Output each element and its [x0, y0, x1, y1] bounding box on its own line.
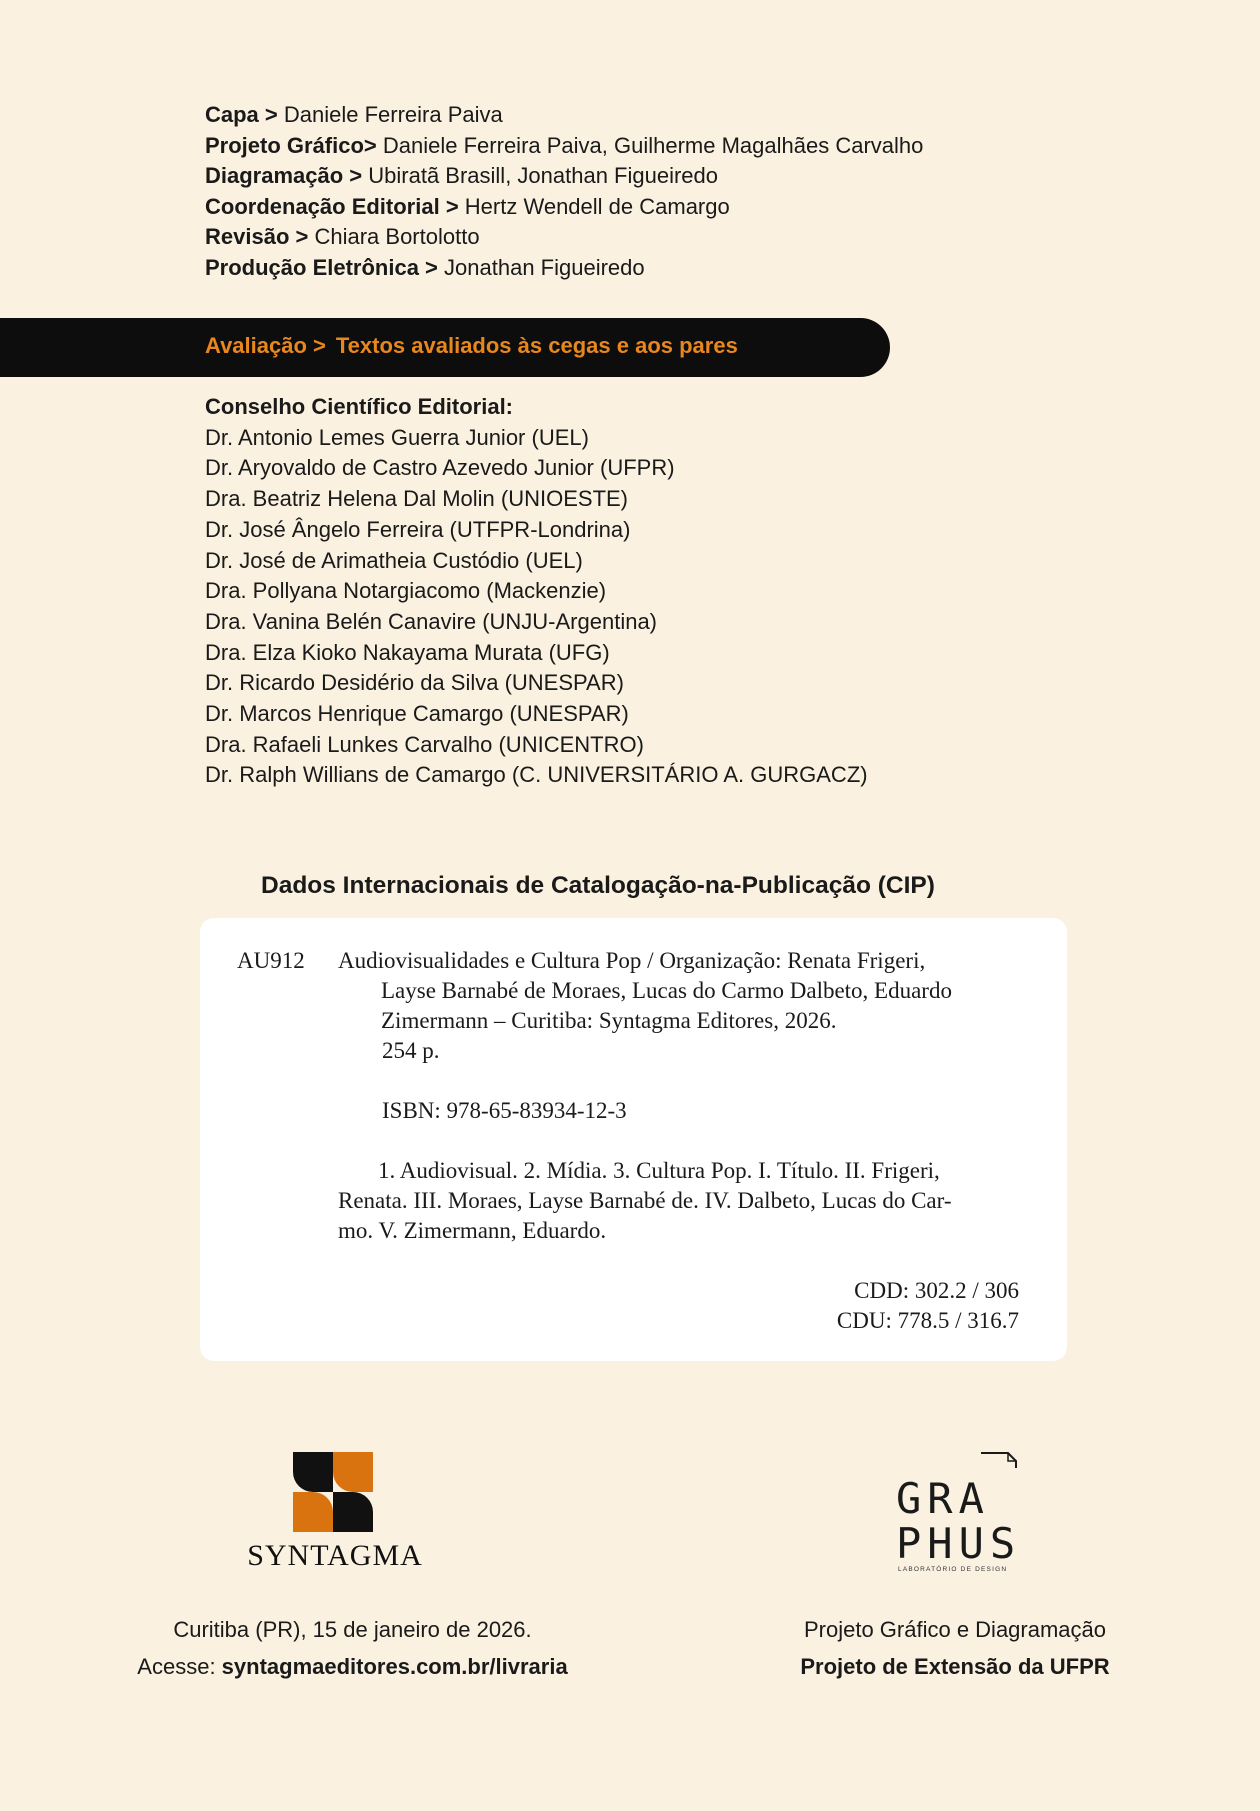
- council-heading: Conselho Científico Editorial:: [205, 394, 514, 419]
- credit-label: Produção Eletrônica >: [205, 254, 438, 280]
- council-member: Dra. Rafaeli Lunkes Carvalho (UNICENTRO): [205, 731, 644, 757]
- council-member: Dra. Pollyana Notargiacomo (Mackenzie): [205, 578, 607, 604]
- credit-row: [205, 192, 923, 223]
- council-member: Dr. Ralph Willians de Camargo (C. UNIVERSITÁRIO A. GURGACZ): [205, 762, 868, 788]
- syntagma-mark-icon: [293, 1452, 373, 1532]
- scientific-council: [205, 392, 868, 791]
- graphus-line1: GRA: [896, 1474, 990, 1523]
- cip-entry-line: Audiovisualidades e Cultura Pop / Organização: Renata Frigeri,: [338, 948, 926, 973]
- cip-pages: 254 p.: [382, 1038, 440, 1063]
- graphus-logo: [896, 1452, 1031, 1577]
- credit-value: Ubiratã Brasill, Jonathan Figueiredo: [368, 163, 719, 188]
- cip-code: AU912: [237, 948, 305, 973]
- credit-row: [205, 131, 923, 162]
- cip-isbn: ISBN: 978-65-83934-12-3: [382, 1098, 627, 1123]
- evaluation-text: [205, 333, 738, 359]
- cip-card: [200, 918, 1067, 1361]
- footer-right-bold: Projeto de Extensão da UFPR: [800, 1654, 1110, 1679]
- footer-right-line1: Projeto Gráfico e Diagramação: [803, 1617, 1107, 1642]
- council-member: Dr. Ricardo Desidério da Silva (UNESPAR): [205, 670, 624, 696]
- credit-label: Capa >: [205, 102, 278, 127]
- credit-value: Daniele Ferreira Paiva, Guilherme Magalhães Carvalho: [382, 132, 924, 158]
- credit-label: Projeto Gráfico>: [205, 132, 377, 158]
- credit-label: Diagramação >: [205, 163, 363, 188]
- credit-row: [205, 100, 923, 131]
- council-member: Dr. Aryovaldo de Castro Azevedo Junior (UFPR): [205, 455, 675, 481]
- council-member: Dr. José Ângelo Ferreira (UTFPR-Londrina): [205, 516, 631, 542]
- council-member: Dr. José de Arimatheia Custódio (UEL): [205, 547, 583, 573]
- syntagma-wordmark: SYNTAGMA: [247, 1539, 423, 1572]
- footer-right: [770, 1611, 1140, 1685]
- credit-value: Jonathan Figueiredo: [444, 254, 645, 280]
- credit-value: Hertz Wendell de Camargo: [464, 193, 730, 219]
- council-member: Dra. Elza Kioko Nakayama Murata (UFG): [205, 639, 610, 665]
- evaluation-label: Avaliação >: [205, 333, 326, 358]
- cip-cdd: CDD: 302.2 / 306: [854, 1278, 1019, 1303]
- council-member: Dr. Antonio Lemes Guerra Junior (UEL): [205, 424, 589, 450]
- footer-date: Curitiba (PR), 15 de janeiro de 2026.: [173, 1617, 532, 1642]
- cip-title: Dados Internacionais de Catalogação-na-Publicação (CIP): [261, 872, 935, 899]
- credit-value: Daniele Ferreira Paiva: [283, 102, 503, 127]
- footer-access-prefix: Acesse:: [137, 1654, 222, 1679]
- cip-entry-line: Layse Barnabé de Moraes, Lucas do Carmo Dalbeto, Eduardo: [381, 978, 952, 1003]
- cip-subjects-line: Renata. III. Moraes, Layse Barnabé de. IV. Dalbeto, Lucas do Car-: [338, 1188, 952, 1213]
- footer-access: [100, 1648, 605, 1685]
- council-member: Dra. Beatriz Helena Dal Molin (UNIOESTE): [205, 486, 629, 512]
- graphus-subtitle: LABORATÓRIO DE DESIGN: [898, 1566, 1008, 1573]
- cip-entry-line: Zimermann – Curitiba: Syntagma Editores, 2026.: [381, 1008, 837, 1033]
- graphus-line2: PHUS: [896, 1519, 1022, 1568]
- cip-subjects-line: 1. Audiovisual. 2. Mídia. 3. Cultura Pop. I. Título. II. Frigeri,: [378, 1158, 940, 1183]
- credit-label: Coordenação Editorial >: [205, 193, 459, 219]
- footer-link[interactable]: syntagmaeditores.com.br/livraria: [221, 1654, 568, 1679]
- cip-cdu: CDU: 778.5 / 316.7: [836, 1308, 1019, 1333]
- credit-row: [205, 253, 923, 284]
- credits-block: [205, 100, 923, 283]
- council-member: Dra. Vanina Belén Canavire (UNJU-Argentina): [205, 608, 658, 634]
- footer-right-line2: [770, 1648, 1140, 1685]
- credit-row: [205, 222, 923, 253]
- syntagma-logo: [235, 1452, 435, 1582]
- footer-left: [100, 1611, 605, 1685]
- evaluation-value: Textos avaliados às cegas e aos pares: [335, 333, 738, 358]
- credit-value: Chiara Bortolotto: [314, 224, 480, 249]
- evaluation-band: [0, 318, 890, 377]
- cip-subjects-line: mo. V. Zimermann, Eduardo.: [338, 1218, 607, 1243]
- credit-label: Revisão >: [205, 224, 309, 249]
- credit-row: [205, 161, 923, 192]
- council-member: Dr. Marcos Henrique Camargo (UNESPAR): [205, 701, 629, 727]
